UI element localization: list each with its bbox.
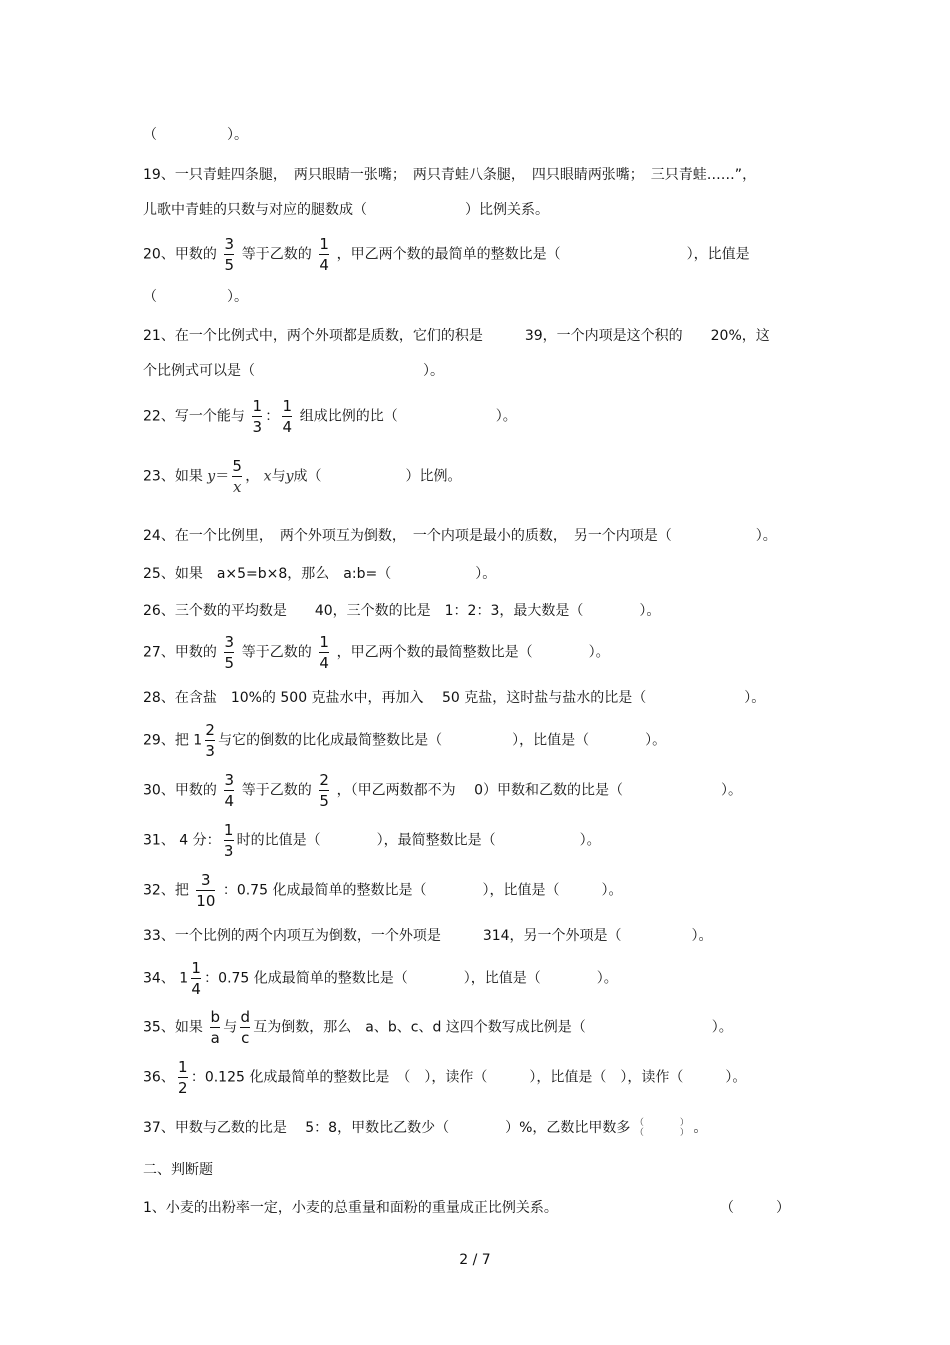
q37-text-1: 37、甲数与乙数的比是 5：8，甲数比乙数少（ ）%，乙数比甲数多 [143,1120,631,1136]
colon: ： [265,408,280,425]
q26-line: 26、三个数的平均数是 40，三个数的比是 1：2：3，最大数是（ ）。 [143,603,661,619]
q21-line1: 21、在一个比例式中，两个外项都是质数，它们的积是 39，一个内项是这个积的 20%，这 [143,328,770,344]
fraction-2-5 [319,771,329,810]
var-x: x [263,468,272,485]
numerator: 5 [232,457,242,475]
var-y: y [207,468,216,485]
denominator: a [210,1029,220,1047]
denominator: 3 [223,842,234,860]
fraction-1-2 [178,1058,188,1097]
fraction-2-3 [205,721,215,760]
numerator: 3 [201,871,211,889]
q23-line [143,457,461,496]
denominator: 2 [178,1079,188,1097]
q34-text-1: 34、 1 [143,970,189,987]
q37-period: 。 [693,1120,708,1136]
q18-answer-line: （ ）。 [143,127,248,143]
q35-text-2: 互为倒数，那么 a、b、c、d 这四个数写成比例是（ ）。 [253,1019,733,1036]
q19-line1: 19、一只青蛙四条腿， 两只眼睛一张嘴； 两只青蛙八条腿， 四只眼睛两张嘴； 三只青蛙……”， [143,167,757,183]
fraction-5-x [232,457,242,496]
q32-line [143,871,622,910]
q29-line [143,721,666,760]
denominator: 4 [319,654,329,672]
q34-line [143,959,618,998]
q31-text-2: 时的比值是（ ），最简整数比是（ ）。 [236,832,601,849]
fraction-3-4 [224,771,234,810]
q35-line [143,1008,733,1047]
fraction-d-c [240,1008,250,1047]
q24-line: 24、在一个比例里， 两个外项互为倒数， 一个内项是最小的质数， 另一个内项是（ ）。 [143,528,777,544]
numerator: 1 [191,959,201,977]
q20-text-2: 等于乙数的 [241,246,312,263]
fraction-1-3 [224,821,234,860]
fraction-b-a [210,1008,220,1047]
q30-text-2: 等于乙数的 [241,782,312,799]
q30-text-1: 30、甲数的 [143,782,217,799]
equals: ＝ [215,468,230,485]
comma: ， [245,468,260,485]
fraction-1-4 [191,959,201,998]
q29-text-1: 29、把 1 [143,732,203,749]
q23-text-1: 23、如果 [143,468,203,485]
q22-line [143,397,517,436]
stacked-blank-bottom: （ ） [634,1128,689,1138]
denominator: 4 [224,792,235,810]
q22-text-1: 22、写一个能与 [143,408,245,425]
denominator: 4 [191,980,201,998]
q21-line2: 个比例式可以是（ ）。 [143,363,444,379]
q23-text-2: 成（ ）比例。 [293,468,462,485]
denominator: 5 [319,792,329,810]
var-y: y [285,468,294,485]
q19-line2: 儿歌中青蛙的只数与对应的腿数成（ ）比例关系。 [143,202,549,218]
fraction-1-4 [282,397,292,436]
q27-text-1: 27、甲数的 [143,644,217,661]
q27-text-3: ，甲乙两个数的最简整数比是（ ）。 [336,644,610,661]
numerator: 1 [282,397,293,415]
with: 与 [271,468,286,485]
denominator: 4 [319,256,329,274]
q20-text-1: 20、甲数的 [143,246,217,263]
q25-line: 25、如果 a×5=b×8，那么 a:b=（ ）。 [143,566,497,582]
judge-q1-line [143,1199,558,1217]
numerator: 1 [252,397,263,415]
judge-q1-text: 1、小麦的出粉率一定，小麦的总重量和面粉的重量成正比例关系。 [143,1200,558,1216]
fraction-1-4 [319,633,329,672]
numerator: 3 [224,633,235,651]
q30-text-3: ，（甲乙两数都不为 0）甲数和乙数的比是（ ）。 [336,782,742,799]
q37-line [143,1118,707,1138]
numerator: 2 [319,771,329,789]
denominator: c [241,1029,250,1047]
q27-text-2: 等于乙数的 [241,644,312,661]
fraction-1-4 [319,235,329,274]
q32-text-2: ：0.75 化成最简单的整数比是（ ），比值是（ ）。 [222,882,623,899]
judge-q1-paren: （ ） [720,1200,790,1216]
numerator: 3 [224,235,235,253]
denominator: x [232,478,242,496]
stacked-blank-top: （ ） [634,1118,689,1128]
numerator: d [240,1008,251,1026]
with: 与 [223,1019,238,1036]
q34-text-2: ：0.75 化成最简单的整数比是（ ），比值是（ ）。 [204,970,618,987]
q31-text-1: 31、 4 分： [143,832,221,849]
q29-text-2: 与它的倒数的比化成最简整数比是（ ），比值是（ ）。 [218,732,667,749]
q35-text-1: 35、如果 [143,1019,203,1036]
denominator: 3 [252,418,263,436]
stacked-blank [635,1118,689,1138]
q28-line: 28、在含盐 10%的 500 克盐水中，再加入 50 克盐，这时盐与盐水的比是（ ）。 [143,690,766,706]
numerator: 1 [319,235,329,253]
q32-text-1: 32、把 [143,882,189,899]
q30-line [143,771,742,810]
q22-text-2: 组成比例的比（ ）。 [299,408,517,425]
q20-text-3: ，甲乙两个数的最简单的整数比是（ ），比值是 [336,246,750,263]
numerator: 1 [319,633,329,651]
q20-line2: （ ）。 [143,289,248,305]
numerator: 2 [205,721,215,739]
denominator: 3 [205,742,215,760]
numerator: 3 [224,771,235,789]
q20-line1 [143,235,750,274]
denominator: 5 [224,654,235,672]
q36-text-2: ：0.125 化成最简单的整数比是 （ ），读作（ ），比值是（ ），读作（ ）。 [190,1069,747,1086]
denominator: 5 [224,256,235,274]
page-number: 2 / 7 [459,1252,491,1268]
q36-text-1: 36、 [143,1069,175,1086]
fraction-1-3 [252,397,262,436]
fraction-3-10 [196,871,215,910]
section-2-heading: 二、判断题 [143,1162,213,1178]
fraction-3-5 [224,235,234,274]
q33-line: 33、一个比例的两个内项互为倒数，一个外项是 314，另一个外项是（ ）。 [143,928,713,944]
numerator: 1 [223,821,234,839]
q36-line [143,1058,746,1097]
fraction-3-5 [224,633,234,672]
numerator: 1 [178,1058,188,1076]
numerator: b [210,1008,221,1026]
q27-line [143,633,610,672]
denominator: 4 [282,418,293,436]
denominator: 10 [196,892,216,910]
q31-line [143,821,601,860]
